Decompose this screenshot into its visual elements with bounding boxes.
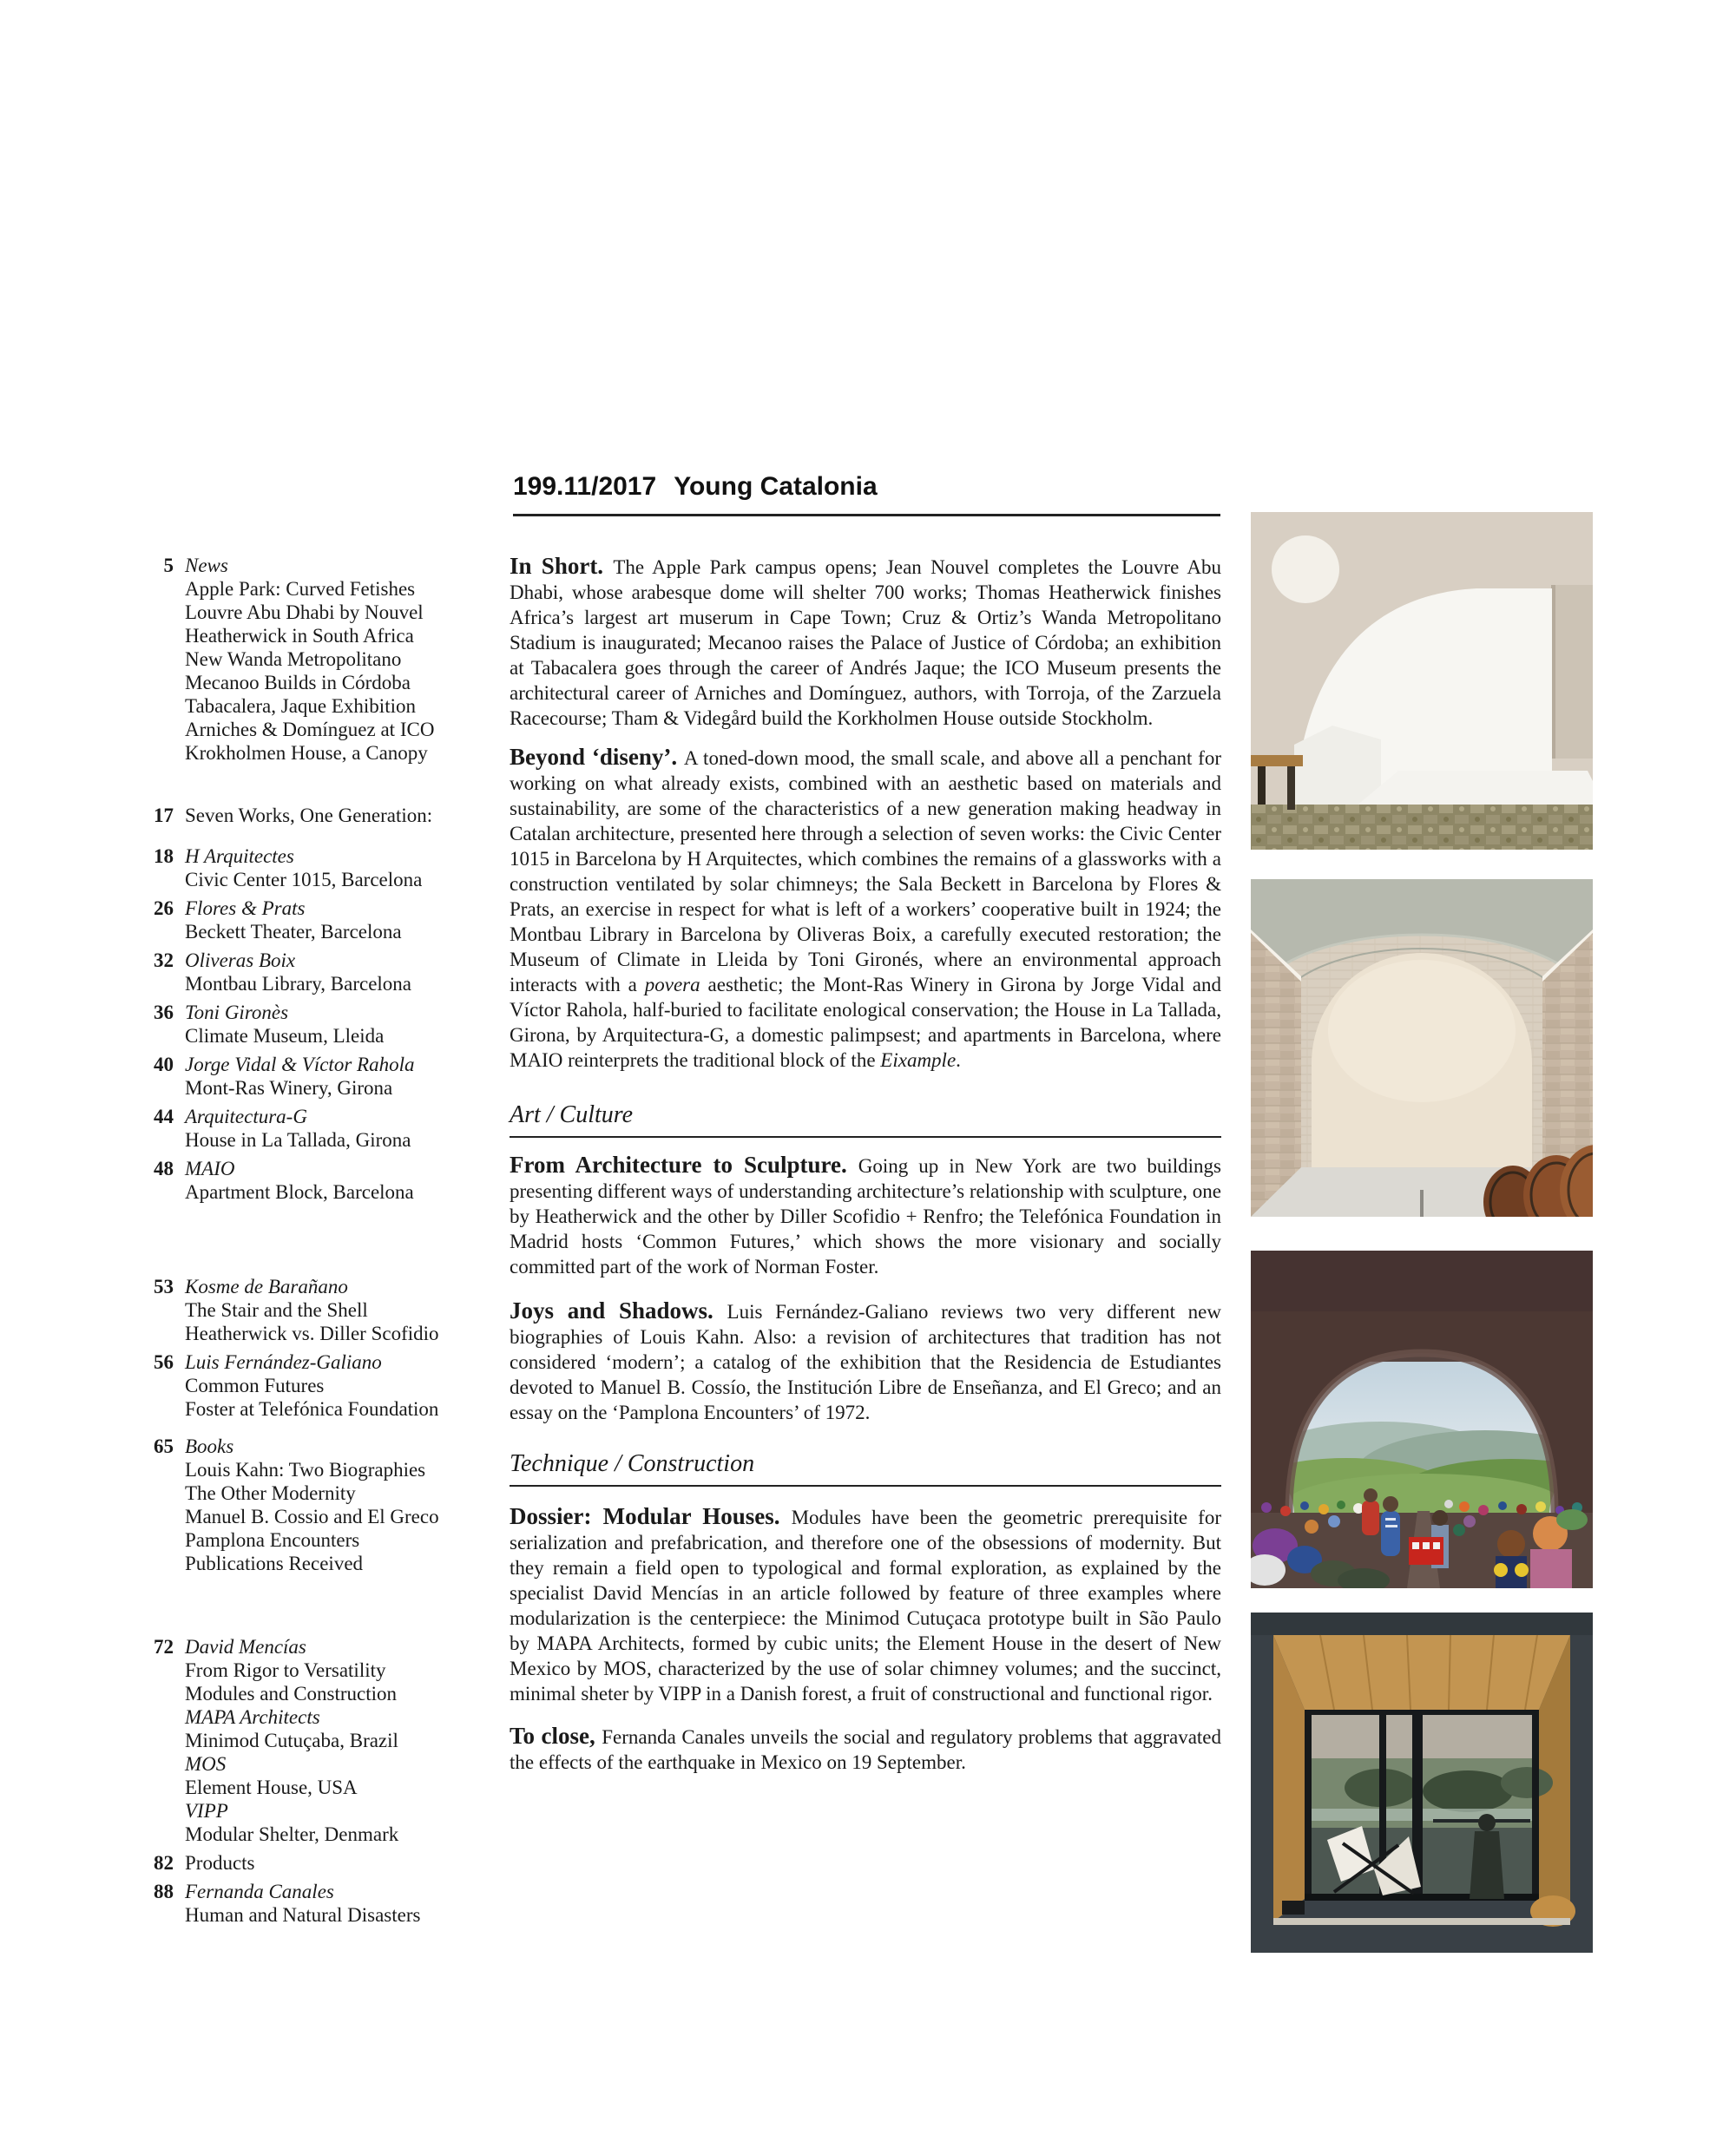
toc-line: Heatherwick in South Africa (185, 625, 414, 647)
toc-line: Element House, USA (185, 1777, 358, 1798)
toc-line: Flores & Prats (185, 897, 306, 919)
toc-group (90, 804, 481, 1204)
section-heading (510, 1102, 1221, 1138)
toc-line: Foster at Telefónica Foundation (185, 1398, 439, 1420)
toc-line: MAPA Architects (185, 1706, 320, 1728)
section-rule (510, 1485, 1221, 1487)
toc-entry (90, 1157, 481, 1204)
toc-line: The Other Modernity (185, 1482, 356, 1504)
toc-entry-number: 17 (154, 805, 174, 826)
photo-market-canopy (1251, 1251, 1593, 1588)
toc-line: Products (185, 1852, 255, 1874)
toc-line: The Stair and the Shell (185, 1299, 368, 1321)
toc-entry (90, 554, 481, 765)
toc-group (90, 1275, 481, 1575)
toc-line: Heatherwick vs. Diller Scofidio (185, 1323, 439, 1344)
paragraph-text: Fernanda Canales unveils the social and regulatory problems that aggravated the effects of the earthquake in Mexico on 19 September. (510, 1726, 1222, 1773)
photo-modular-house (1251, 1613, 1593, 1953)
toc-entry (90, 949, 481, 995)
toc-entry-number: 56 (154, 1351, 174, 1373)
toc-entry-lines (185, 1435, 439, 1575)
toc-line: Minimod Cutuçaba, Brazil (185, 1730, 398, 1751)
toc-entry (90, 1105, 481, 1152)
article-column (510, 554, 1221, 1775)
toc-entry-number: 36 (154, 1002, 174, 1023)
paragraph-lead: Dossier: Modular Houses. (510, 1503, 792, 1529)
toc-entry-number: 82 (154, 1852, 174, 1874)
toc-entry-lines (185, 1157, 414, 1204)
toc-line: Mont-Ras Winery, Girona (185, 1077, 393, 1099)
toc-group (90, 554, 481, 765)
paragraph-lead: Joys and Shadows. (510, 1297, 727, 1324)
toc-entry-lines (185, 804, 432, 827)
article-paragraph (510, 1504, 1221, 1706)
toc-entry-number: 5 (163, 555, 174, 576)
toc-line: New Wanda Metropolitano (185, 648, 402, 670)
toc-line: From Rigor to Versatility (185, 1659, 386, 1681)
toc-entry-lines (185, 1880, 420, 1927)
toc-line: Beckett Theater, Barcelona (185, 921, 402, 943)
section-title: Art / Culture (510, 1101, 634, 1128)
toc-line: MAIO (185, 1158, 235, 1179)
toc-line: VIPP (185, 1800, 228, 1822)
toc-line: Krokholmen House, a Canopy (185, 742, 428, 764)
toc-line: Apartment Block, Barcelona (185, 1181, 414, 1203)
toc-line: Kosme de Barañano (185, 1276, 348, 1297)
issue-number: 199.11/2017 (513, 472, 657, 501)
paragraph-text: Going up in New York are two buildings presenting different ways of understanding architecture’s relationship with sculpture, one by Heatherwick and the other by Diller Scofidio + Renfro; the Telefónica Foundation in Madrid hosts ‘Common Futures,’ which shows the more visionary and socially committed part of the work of Norman Foster. (510, 1155, 1221, 1278)
paragraph-lead: Beyond ‘diseny’. (510, 744, 684, 770)
toc-entry-lines (185, 1275, 439, 1345)
toc-line: Books (185, 1435, 234, 1457)
toc-entry (90, 1053, 481, 1100)
toc-line: Arniches & Domínguez at ICO (185, 719, 435, 740)
toc-line: Climate Museum, Lleida (185, 1025, 385, 1047)
toc-entry (90, 897, 481, 943)
toc-entry-lines (185, 1635, 398, 1846)
photo-white-stair-art (1251, 512, 1593, 850)
toc-line: Modules and Construction (185, 1683, 398, 1705)
page-title (513, 472, 878, 502)
toc-line: Apple Park: Curved Fetishes (185, 578, 416, 600)
toc-entry (90, 1275, 481, 1345)
toc-entry (90, 844, 481, 891)
toc-line: Manuel B. Cossio and El Greco (185, 1506, 439, 1527)
section-rule (510, 1136, 1221, 1138)
toc-line: Oliveras Boix (185, 949, 296, 971)
toc-entry-lines (185, 1851, 255, 1875)
toc-line: Jorge Vidal & Víctor Rahola (185, 1054, 415, 1075)
toc-line: Common Futures (185, 1375, 325, 1396)
toc-entry-lines (185, 897, 402, 943)
toc-line: Tabacalera, Jaque Exhibition (185, 695, 416, 717)
toc-entry-lines (185, 1001, 384, 1048)
toc-line: Fernanda Canales (185, 1881, 334, 1902)
paragraph-text: A toned-down mood, the small scale, and above all a penchant for working on what already exists, combined with an aesthetic based on materials and sustainability, are some of the characteristics of a new generation making headway in Catalan architecture, presented here through a selection of seven works: the Civic Center 1015 in Barcelona by H Arquitectes, which combines the remains of a glassworks with a construction ventilated by solar chimneys; the Sala Beckett in Barcelona by Flores & Prats, an exercise in respect for what is left of a workers’ cooperative built in 1924; the Montbau Library in Barcelona by Oliveras Boix, a carefully executed restoration; the Museum of Climate in Lleida by Toni Gironés, where an environmental approach interacts with a (510, 747, 1221, 995)
toc-line: Human and Natural Disasters (185, 1904, 421, 1926)
toc-entry-lines (185, 1350, 438, 1421)
toc-line: H Arquitectes (185, 845, 294, 867)
toc-entry-number: 40 (154, 1054, 174, 1075)
paragraph-lead: From Architecture to Sculpture. (510, 1152, 858, 1178)
article-paragraph (510, 1724, 1221, 1775)
paragraph-text: . (956, 1049, 961, 1071)
paragraph-text: povera (644, 974, 700, 995)
toc-line: News (185, 555, 228, 576)
paragraph-lead: To close, (510, 1723, 602, 1749)
toc-entry (90, 1350, 481, 1421)
toc-entry-number: 88 (154, 1881, 174, 1902)
toc-line: Montbau Library, Barcelona (185, 973, 411, 995)
toc-line: Mecanoo Builds in Córdoba (185, 672, 411, 693)
toc-line: Louvre Abu Dhabi by Nouvel (185, 601, 424, 623)
photo-winery-vault (1251, 879, 1593, 1217)
photo-white-stair-interior (1251, 512, 1593, 850)
toc-entry-lines (185, 844, 422, 891)
article-paragraph (510, 1153, 1221, 1279)
toc-line: House in La Tallada, Girona (185, 1129, 411, 1151)
toc-entry-number: 53 (154, 1276, 174, 1297)
toc-entry (90, 1851, 481, 1875)
photo-winery-art (1251, 879, 1593, 1217)
toc-entry-lines (185, 1105, 411, 1152)
section-title: Technique / Construction (510, 1450, 755, 1477)
toc-line: Seven Works, One Generation: (185, 805, 433, 826)
toc-entry-lines (185, 949, 411, 995)
toc-group (90, 1635, 481, 1927)
toc-entry-lines (185, 1053, 414, 1100)
toc-entry-number: 32 (154, 949, 174, 971)
photo-market-art (1251, 1251, 1593, 1588)
toc-entry (90, 1635, 481, 1846)
issue-title: Young Catalonia (674, 472, 878, 501)
article-paragraph (510, 1298, 1221, 1425)
paragraph-lead: In Short. (510, 553, 614, 579)
paragraph-text: aesthetic; the Mont-Ras Winery in Girona by Jorge Vidal and Víctor Rahola, half-buried to facilitate enological conservation; the House in La Tallada, Girona, by Arquitectura-G, a domestic palimpsest; and apartments in Barcelona, where MAIO reinterprets the traditional block of the (510, 974, 1221, 1071)
section-heading (510, 1451, 1221, 1487)
toc-line: Civic Center 1015, Barcelona (185, 869, 423, 890)
toc-entry (90, 804, 481, 827)
article-paragraph (510, 745, 1221, 1073)
paragraph-text: The Apple Park campus opens; Jean Nouvel completes the Louvre Abu Dhabi, whose arabesque dome will shelter 700 works; Thomas Heatherwick finishes Africa’s largest art muserum in Cape Town; Cruz & Ortiz’s Wanda Metropolitano Stadium is inaugurated; Mecanoo raises the Palace of Justice of Córdoba; an exhibition at Tabacalera goes through the career of Andrés Jaque; the ICO Museum presents the architectural career of Arniches and Domínguez, authors, with Torroja, of the Zarzuela Racecourse; Tham & Videgård build the Korkholmen House outside Stockholm. (510, 556, 1221, 729)
toc-entry-number: 18 (154, 845, 174, 867)
toc-line: Louis Kahn: Two Biographies (185, 1459, 426, 1481)
toc-entry-number: 26 (154, 897, 174, 919)
toc-line: Modular Shelter, Denmark (185, 1823, 399, 1845)
toc-line: Toni Gironès (185, 1002, 289, 1023)
paragraph-text: Modules have been the geometric prerequisite for serialization and prefabrication, and therefore one of the obsessions of modernity. But they remain a field open to typological and formal exploration, as explained by the specialist David Mencías in an article followed by feature of three examples where modularization is the centerpiece: the Minimod Cutuçaca prototype built in São Paulo by MAPA Architects, formed by cubic units; the Element House in the desert of New Mexico by MOS, characterized by the use of solar chimney volumes; and the succinct, minimal sheter by VIPP in a Danish forest, a fruit of constructional and functional rigor. (510, 1507, 1221, 1705)
toc-entry-lines (185, 554, 434, 765)
toc-entry (90, 1880, 481, 1927)
paragraph-text: Eixample (880, 1049, 957, 1071)
toc-line: MOS (185, 1753, 227, 1775)
toc-line: Arquitectura-G (185, 1106, 307, 1127)
photo-modular-house-art (1251, 1613, 1593, 1953)
toc-line: Publications Received (185, 1553, 364, 1574)
toc-line: Luis Fernández-Galiano (185, 1351, 382, 1373)
toc-line: David Mencías (185, 1636, 306, 1658)
paragraph-text: Luis Fernández-Galiano reviews two very different new biographies of Louis Kahn. Also: a revision of architectures that tradition has not considered ‘modern’; a catalog of the exhibition that the Residencia de Estudiantes devoted to Manuel B. Cossío, the Institución Libre de Enseñanza, and El Greco; and an essay on the ‘Pamplona Encounters’ of 1972. (510, 1301, 1221, 1423)
toc (90, 554, 481, 1932)
article-paragraph (510, 554, 1221, 731)
toc-entry (90, 1435, 481, 1575)
masthead-rule (513, 514, 1220, 516)
toc-entry-number: 44 (154, 1106, 174, 1127)
toc-entry (90, 1001, 481, 1048)
toc-entry-number: 72 (154, 1636, 174, 1658)
toc-entry-number: 48 (154, 1158, 174, 1179)
toc-entry-number: 65 (154, 1435, 174, 1457)
toc-line: Pamplona Encounters (185, 1529, 360, 1551)
